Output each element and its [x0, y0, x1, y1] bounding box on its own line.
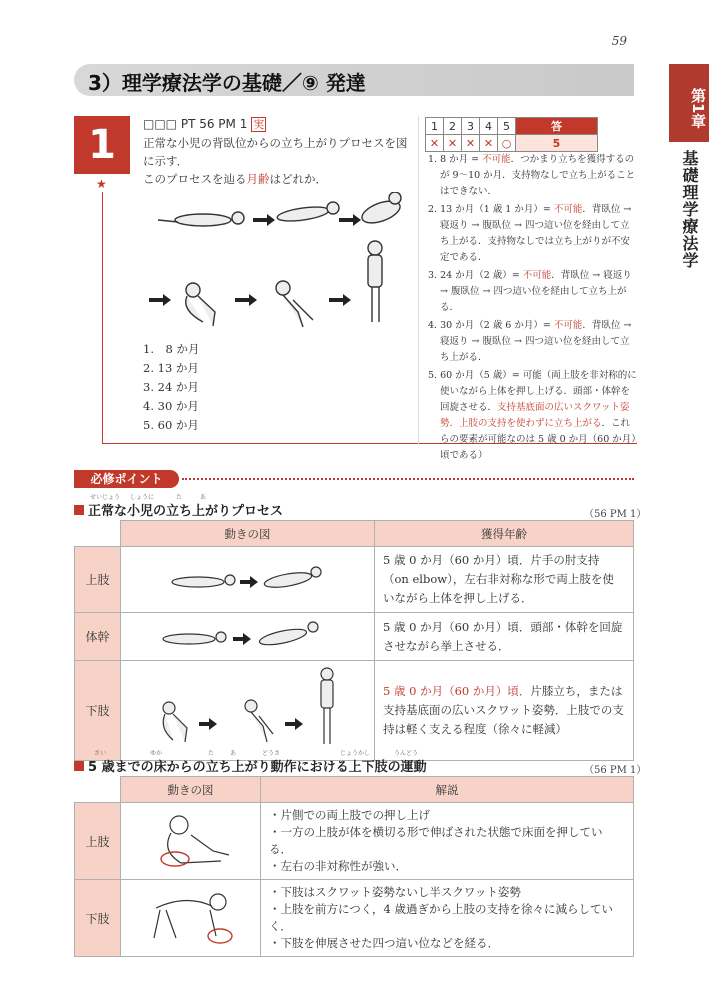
- section-header-title: 3）理学療法学の基礎／⑨ 発達: [88, 71, 366, 95]
- section2-ruby: さい: [94, 750, 107, 757]
- description-cell: [261, 803, 634, 880]
- question-rule-vertical: [102, 192, 103, 444]
- section1-ruby: しょうに: [130, 494, 155, 501]
- col-header-fig: 動きの図: [121, 777, 261, 803]
- col-header-fig: 動きの図: [121, 521, 375, 547]
- choice-item[interactable]: 5. 60 か月: [143, 418, 199, 432]
- movement-figure: [121, 661, 375, 761]
- answer-label: 答: [516, 118, 598, 135]
- answer-col-5: 5: [498, 118, 516, 135]
- table-corner: [75, 521, 121, 547]
- section2-ruby: あ: [230, 750, 237, 757]
- explanation-item: 1. 8 か月 = 不可能．つかまり立ちを獲得するのが 9〜10 か月．支持物なしで立ち上がることはできない．: [428, 154, 636, 197]
- question-checkboxes: □□□: [143, 117, 178, 131]
- key-point-divider: [182, 478, 634, 480]
- question-line-2: このプロセスを辿る月齢はどれか．: [143, 172, 327, 186]
- chapter-subject: 基礎理学療法学: [680, 150, 699, 269]
- description-bullet: ・上肢を前方につく，4 歳過ぎから上肢の支持を徐々に減らしていく．: [269, 902, 614, 933]
- question-line-1: 正常な小児の背臥位からの立ち上がりプロセスを図に示す．: [143, 136, 408, 168]
- description-bullet: ・下肢を伸展させた四つ這い位などを経る．: [269, 936, 499, 950]
- movement-figure: [121, 613, 375, 661]
- choice-item[interactable]: 2. 13 か月: [143, 361, 199, 375]
- section2-table: [74, 776, 634, 957]
- section2-ruby: どうさ: [262, 750, 281, 757]
- col-header-age: 獲得年齢: [375, 521, 634, 547]
- description-bullet: ・左右の非対称性が強い．: [269, 859, 407, 873]
- section2-ruby: うんどう: [394, 750, 419, 757]
- chapter-tab: 第1章: [669, 64, 709, 142]
- age-text: 5 歳 0 か月（60 か月）頃．片手の肘支持（on elbow），左右非対称な形で両上肢を使いながら上体を押し上げる．: [375, 547, 634, 613]
- section2-title: 5 歳までの床からの立ち上がり動作における上下肢の運動: [74, 756, 427, 775]
- section1-ruby: あ: [200, 494, 207, 501]
- section1-title: 正常な小児の立ち上がりプロセス: [74, 500, 283, 519]
- answer-value: 5: [516, 135, 598, 152]
- description-bullet: ・片側での両上肢での押し上げ: [269, 808, 430, 822]
- standup-process-illustration: [143, 192, 413, 332]
- row-label: 下肢: [75, 661, 121, 761]
- answer-mark: ✕: [480, 135, 498, 152]
- section2-ruby: ゆか: [150, 750, 163, 757]
- answer-mark: ✕: [444, 135, 462, 152]
- choice-list: [143, 340, 199, 435]
- section1-ruby: せいじょう: [90, 494, 121, 501]
- row-label: 上肢: [75, 803, 121, 880]
- description-bullet: ・一方の上肢が体を横切る形で伸ばされた状態で床面を押している．: [269, 825, 603, 856]
- section2-ruby: た: [208, 750, 215, 757]
- question-number: 1: [74, 116, 130, 174]
- age-text: 5 歳 0 か月（60 か月）頃．頭部・体幹を回旋させながら挙上させる．: [375, 613, 634, 661]
- section-header: [74, 64, 634, 96]
- choice-item[interactable]: 1. 8 か月: [143, 342, 200, 356]
- movement-figure: [121, 880, 261, 957]
- answer-table: [425, 117, 598, 152]
- answer-mark: ✕: [426, 135, 444, 152]
- choice-item[interactable]: 3. 24 か月: [143, 380, 199, 394]
- answer-mark: ○: [498, 135, 516, 152]
- row-label: 下肢: [75, 880, 121, 957]
- explanation-item: 5. 60 か月（5 歳）= 可能（両上肢を非対称的に使いながら上体を押し上げる．頭部・体幹を回旋させる．支持基底面の広いスクワット姿勢．上肢の支持を使わずに立ち上がる．これらの要素が可能なのは 5 歳 0 か月（60 か月）頃である）: [428, 370, 637, 461]
- row-label: 体幹: [75, 613, 121, 661]
- question-text: [143, 134, 413, 188]
- star-icon: ★: [96, 177, 107, 191]
- answer-col-3: 3: [462, 118, 480, 135]
- section1-ref: （56 PM 1）: [584, 509, 647, 520]
- age-text: 5 歳 0 か月（60 か月）頃．片膝立ち，または支持基底面の広いスクワット姿勢．上肢での支持は軽く支える程度（徐々に軽減）: [375, 661, 634, 761]
- description-cell: [261, 880, 634, 957]
- row-label: 上肢: [75, 547, 121, 613]
- question-divider: [418, 116, 419, 444]
- answer-col-2: 2: [444, 118, 462, 135]
- col-header-desc: 解説: [261, 777, 634, 803]
- practical-tag: 実: [253, 118, 265, 131]
- description-bullet: ・下肢はスクワット姿勢ないし半スクワット姿勢: [269, 885, 521, 899]
- page-number: 59: [611, 34, 627, 48]
- answer-mark: ✕: [462, 135, 480, 152]
- section2-ref: （56 PM 1）: [584, 765, 647, 776]
- question-exam-code: PT 56 PM 1: [180, 117, 248, 131]
- answer-col-1: 1: [426, 118, 444, 135]
- explanation-list: [428, 152, 638, 466]
- answer-col-4: 4: [480, 118, 498, 135]
- section2-ruby: じょうかし: [340, 750, 371, 757]
- section1-table: [74, 520, 634, 761]
- choice-item[interactable]: 4. 30 か月: [143, 399, 199, 413]
- key-point-tag: 必修ポイント: [74, 470, 179, 488]
- question-code: [143, 116, 266, 132]
- table-corner: [75, 777, 121, 803]
- explanation-item: 2. 13 か月（1 歳 1 か月）= 不可能．背臥位 → 寝返り → 腹臥位 → 四つ這い位を経由して立ち上がる．支持物なしでは立ち上がりが不安定である．: [428, 204, 632, 263]
- explanation-item: 4. 30 か月（2 歳 6 か月）= 不可能．背臥位 → 寝返り → 腹臥位 → 四つ這い位を経由して立ち上がる．: [428, 320, 632, 363]
- movement-figure: [121, 803, 261, 880]
- explanation-item: 3. 24 か月（2 歳）= 不可能．背臥位 → 寝返り → 腹臥位 → 四つ這い位を経由して立ち上がる．: [428, 270, 632, 313]
- section1-ruby: た: [176, 494, 183, 501]
- movement-figure: [121, 547, 375, 613]
